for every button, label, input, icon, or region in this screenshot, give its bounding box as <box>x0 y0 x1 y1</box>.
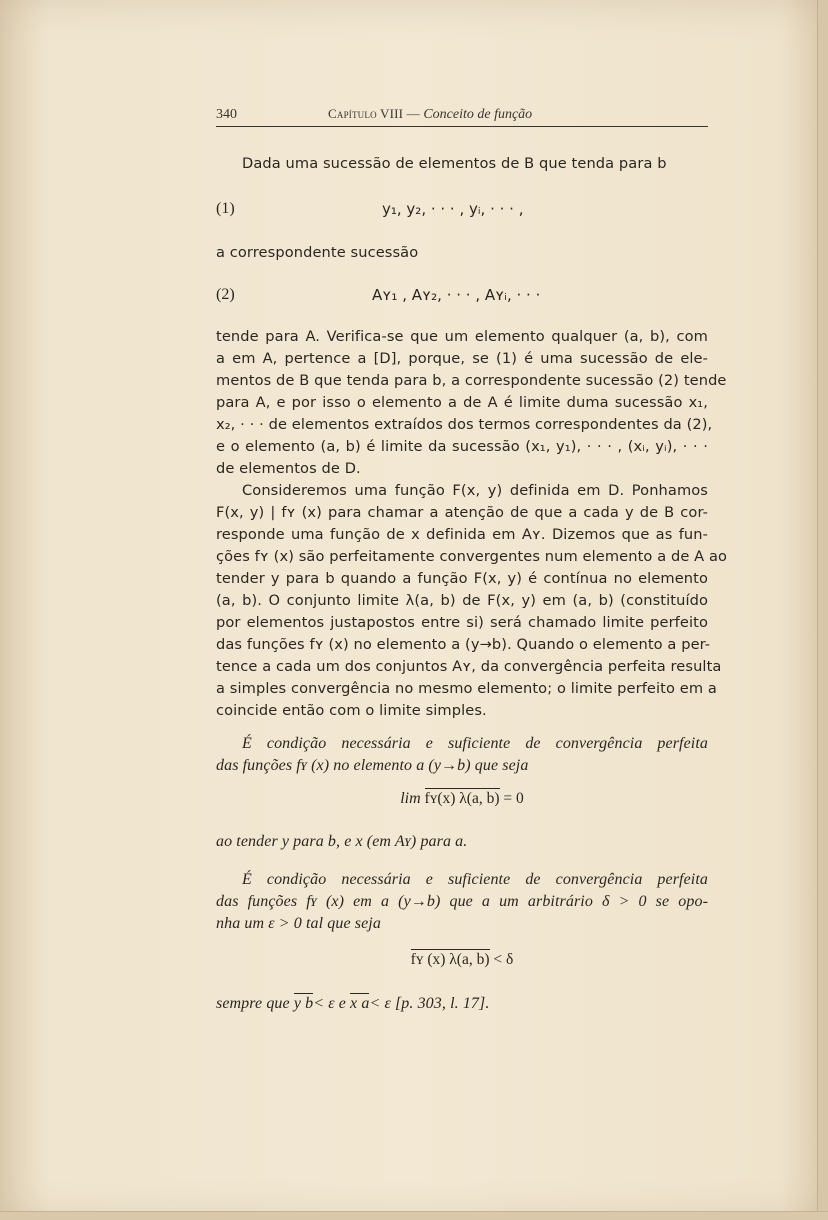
text-line: x₂, · · · de elementos extraídos dos termos correspondentes da (2), <box>216 416 713 433</box>
text-line: (a, b). O conjunto limite λ(a, b) de F(x, y) em (a, b) (constituído <box>216 592 708 609</box>
theorem-line: das funções fʏ (x) no elemento a (y→b) que seja <box>216 757 529 774</box>
theorem-line: ao tender y para b, e x (em Aʏ) para a. <box>216 833 468 850</box>
formula-overlined: fʏ(x) λ(a, b) <box>424 790 500 807</box>
text-line: coincide então com o limite simples. <box>216 702 487 719</box>
inequality-formula <box>216 951 708 969</box>
theorem-line: das funções fʏ (x) em a (y→b) que a um arbitrário δ > 0 se opo- <box>216 893 708 910</box>
equation-number: (1) <box>216 200 235 217</box>
text-line: de elementos de D. <box>216 460 361 477</box>
text-line: tender y para b quando a função F(x, y) é contínua no elemento <box>216 570 708 587</box>
text-line: mentos de B que tenda para b, a correspondente sucessão (2) tende <box>216 372 727 389</box>
running-header <box>216 106 708 127</box>
text-line: Dada uma sucessão de elementos de B que tenda para b <box>242 155 667 172</box>
text-line: das funções fʏ (x) no elemento a (y→b). Quando o elemento a per- <box>216 636 711 653</box>
page-edge-right <box>817 0 828 1220</box>
page-edge-bottom <box>0 1211 828 1220</box>
equation-body: y₁, y₂, · · · , yᵢ, · · · , <box>382 200 524 218</box>
text-line: por elementos justapostos entre si) será chamado limite perfeito <box>216 614 708 631</box>
theorem-line: É condição necessária e suficiente de convergência perfeita <box>242 871 708 888</box>
chapter-label: Capítulo VIII — <box>328 106 420 121</box>
equation-number: (2) <box>216 286 235 303</box>
text-fragment: < ε [p. 303, l. 17]. <box>369 995 490 1012</box>
theorem-line: É condição necessária e suficiente de convergência perfeita <box>242 735 708 752</box>
formula-overlined: y b <box>293 995 314 1012</box>
text-line: para A, e por isso o elemento a de A é limite duma sucessão x₁, <box>216 394 708 411</box>
text-line: a em A, pertence a [D], porque, se (1) é uma sucessão de ele- <box>216 350 708 367</box>
chapter-title: Conceito de função <box>423 107 533 122</box>
formula-rhs: = 0 <box>503 790 524 807</box>
text-line: tence a cada um dos conjuntos Aʏ, da convergência perfeita resulta <box>216 658 722 675</box>
formula-rhs: < δ <box>493 951 514 968</box>
text-line: a simples convergência no mesmo elemento; o limite perfeito em a <box>216 680 717 697</box>
text-line: e o elemento (a, b) é limite da sucessão (x₁, y₁), · · · , (xᵢ, yᵢ), · · · <box>216 438 708 455</box>
equation-body: Aʏ₁ , Aʏ₂, · · · , Aʏᵢ, · · · <box>372 286 541 304</box>
text-line: tende para A. Verifica-se que um elemento qualquer (a, b), com <box>216 328 708 345</box>
text-line: a correspondente sucessão <box>216 244 419 261</box>
text-fragment: sempre que <box>216 995 290 1012</box>
text-line: F(x, y) | fʏ (x) para chamar a atenção de que a cada y de B cor- <box>216 504 708 521</box>
formula-lim: lim <box>400 790 421 807</box>
text-line: responde uma função de x definida em Aʏ. Dizemos que as fun- <box>216 526 708 543</box>
limit-formula <box>216 790 708 808</box>
page-number: 340 <box>216 107 237 122</box>
formula-overlined: x a <box>350 995 370 1012</box>
text-fragment: < ε e <box>313 995 346 1012</box>
text-line: ções fʏ (x) são perfeitamente convergentes num elemento a de A ao <box>216 548 728 565</box>
theorem-line: nha um ε > 0 tal que seja <box>216 915 381 932</box>
theorem-line <box>216 993 708 1014</box>
text-line: Consideremos uma função F(x, y) definida em D. Ponhamos <box>242 482 708 499</box>
formula-overlined: fʏ (x) λ(a, b) <box>410 951 490 968</box>
